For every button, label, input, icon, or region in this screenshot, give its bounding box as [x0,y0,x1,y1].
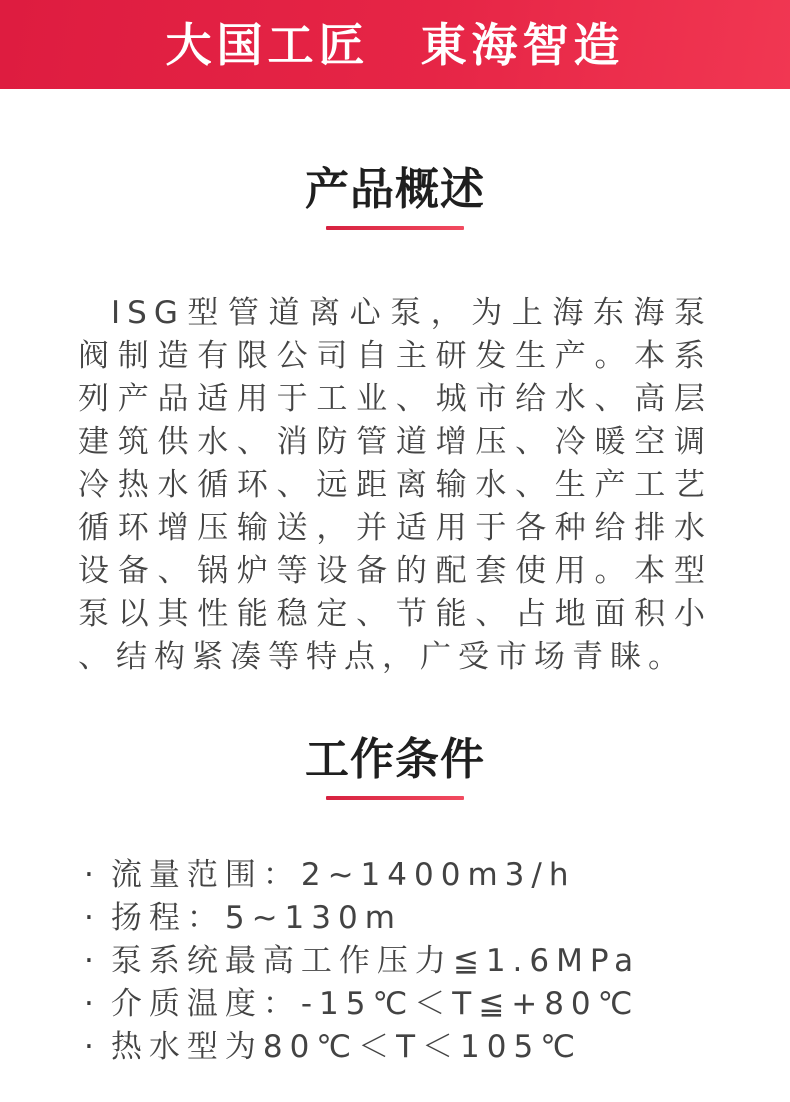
list-item [84,983,790,1026]
bullet-dot: · [84,943,101,979]
bullet-dot: · [84,986,101,1022]
banner-title: 大国工匠 東海智造 [165,17,625,72]
list-item [84,854,790,897]
bullet-dot: · [84,900,101,936]
condition-hot-water-type: 热水型为80℃＜T＜105℃ [110,1029,583,1065]
overview-section [0,164,790,679]
conditions-list [84,854,790,1069]
condition-head-range: 扬程：5~130m [110,900,402,936]
bullet-dot: · [84,857,101,893]
list-item [84,897,790,940]
list-item [84,1026,790,1069]
overview-title-underline [326,226,464,230]
condition-flow-range: 流量范围：2~1400m3/h [110,857,576,893]
list-item [84,940,790,983]
bullet-dot: · [84,1029,101,1065]
condition-max-pressure: 泵系统最高工作压力≦1.6MPa [110,943,641,979]
conditions-title-underline [326,796,464,800]
conditions-section [0,734,790,1069]
conditions-section-title: 工作条件 [305,734,485,785]
top-banner [0,0,790,89]
overview-section-title: 产品概述 [305,164,485,215]
overview-paragraph: ISG型管道离心泵，为上海东海泵阀制造有限公司自主研发生产。本系列产品适用于工业、城市给水、高层建筑供水、消防管道增压、冷暖空调冷热水循环、远距离输水、生产工艺循环增压输送，并适用于各种给排水设备、锅炉等设备的配套使用。本型泵以其性能稳定、节能、占地面积小、结构紧凑等特点，广受市场青睐。 [78,295,712,675]
condition-medium-temperature: 介质温度：-15℃＜T≦+80℃ [110,986,640,1022]
